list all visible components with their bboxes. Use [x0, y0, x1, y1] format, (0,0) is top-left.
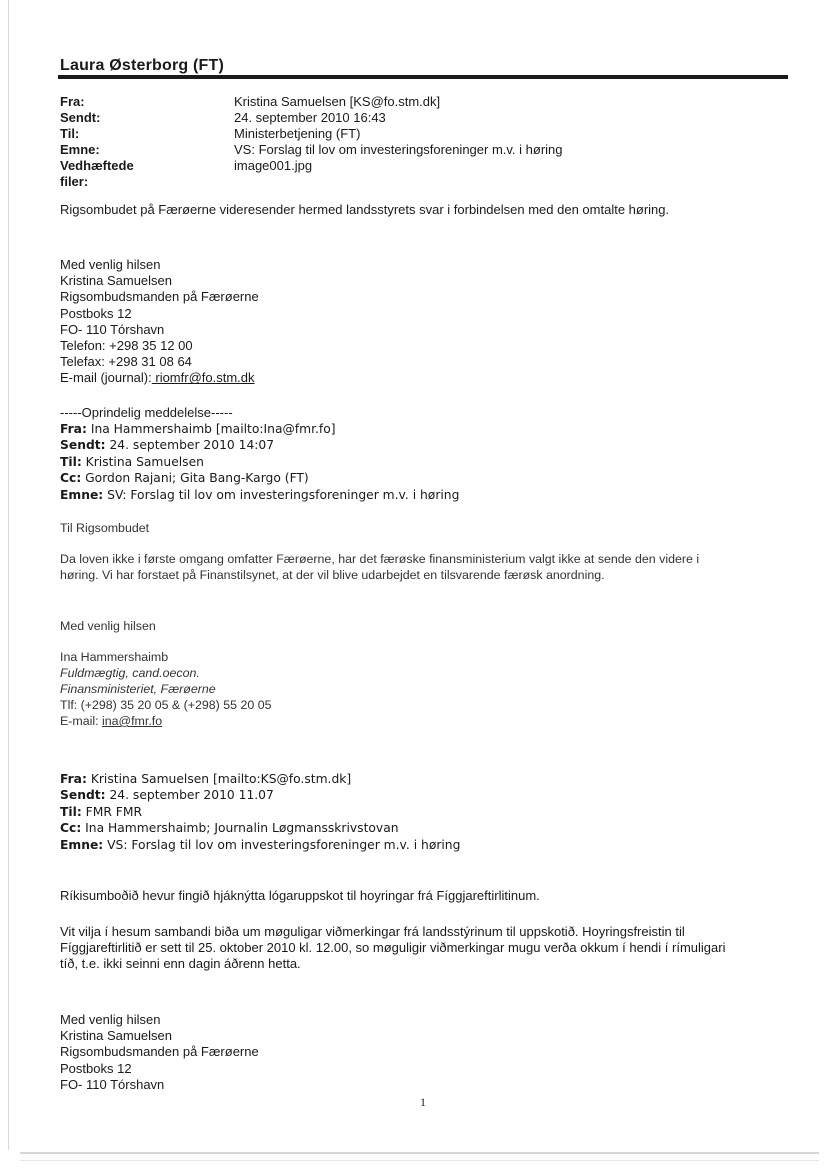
fwd-value: Ina Hammershaimb [mailto:Ina@fmr.fo]	[86, 422, 336, 436]
fwd-label: Cc:	[60, 821, 82, 836]
fwd-value: Ina Hammershaimb; Journalin Løgmansskrivstovan	[81, 821, 399, 836]
intro-paragraph: Rigsombudet på Færøerne videresender hermed landsstyrets svar i forbindelsen med den omtalte høring.	[60, 202, 670, 217]
fwd-label: Til:	[60, 454, 82, 469]
reply-paragraph	[60, 551, 699, 583]
header-label: Vedhæftede filer:	[60, 158, 134, 189]
fwd-label: Cc:	[60, 471, 82, 486]
reply-signature	[60, 649, 271, 729]
header-label: Emne:	[60, 142, 100, 157]
sig-title: Fuldmægtig, cand.oecon.	[60, 666, 200, 680]
header-label: Til:	[60, 126, 80, 141]
fwd-label: Emne:	[60, 837, 104, 852]
header-value: VS: Forslag til lov om investeringsforeninger m.v. i høring	[234, 142, 563, 157]
paragraph-line: høring. Vi har forstaet på Finanstilsynet, at der vil blive udarbejdet en tilsvarende færøsk anordning.	[60, 568, 605, 582]
salutation: Til Rigsombudet	[60, 521, 150, 535]
header-label: Sendt:	[60, 110, 101, 125]
paragraph-line: Vit vilja í hesum sambandi biða um møguligar viðmerkingar frá landsstýrinum til uppskotið. Hoyringsfreistin til	[60, 924, 685, 939]
sig-phone: Tlf: (+298) 35 20 05 & (+298) 55 20 05	[60, 698, 272, 712]
fwd-subject-line	[60, 487, 459, 503]
fwd-label: Fra:	[60, 772, 87, 786]
paragraph-line: tíð, t.e. ikki seinni enn dagin áðrenn hetta.	[60, 956, 301, 972]
sig-org: Finansministeriet, Færøerne	[60, 682, 216, 696]
header-value: 24. september 2010 16:43	[234, 110, 386, 125]
faroese-paragraph-2	[60, 924, 725, 973]
fwd-label: Fra:	[60, 422, 87, 436]
paragraph-line: Fíggjareftirlitið er sett til 25. oktober 2010 kl. 12.00, so møguligir viðmerkingar mugu verða okkum í hendi í rímuligari	[60, 940, 726, 956]
sig-email-label: E-mail (journal):	[60, 370, 152, 386]
sig-fax: Telefax: +298 31 08 64	[60, 354, 192, 370]
fwd-from-line	[60, 421, 459, 437]
sig-name: Ina Hammershaimb	[60, 650, 169, 664]
fwd-value: 24. september 2010 14:07	[105, 438, 275, 453]
fwd-label: Sendt:	[60, 788, 106, 803]
sig-email-line	[60, 713, 271, 729]
faroese-paragraph-1: Ríkisumboðið hevur fingið hjáknýtta lógaruppskot til hoyringar frá Fíggjareftirlitinum.	[60, 888, 540, 903]
sig-phone: Telefon: +298 35 12 00	[60, 338, 193, 354]
sig-greeting: Med venlig hilsen	[60, 257, 161, 272]
sig-greeting: Med venlig hilsen	[60, 1012, 161, 1027]
forwarded-header-2	[60, 771, 460, 853]
header-value: Ministerbetjening (FT)	[234, 126, 361, 141]
fwd-value: Gordon Rajani; Gita Bang-Kargo (FT)	[81, 471, 309, 486]
sig-postbox: Postboks 12	[60, 1060, 132, 1076]
sig-name: Kristina Samuelsen	[60, 1028, 172, 1044]
sig-city: FO- 110 Tórshavn	[60, 1076, 165, 1092]
fwd-value: SV: Forslag til lov om investeringsforeninger m.v. i høring	[103, 487, 460, 502]
fwd-value: Kristina Samuelsen	[81, 454, 204, 469]
reply-greeting: Med venlig hilsen	[60, 619, 156, 633]
sig-postbox: Postboks 12	[60, 305, 132, 321]
header-label: Fra:	[60, 94, 85, 109]
sig-city: FO- 110 Tórshavn	[60, 321, 165, 337]
paragraph-line: Da loven ikke i første omgang omfatter Færøerne, har det færøske finansministerium valgt ikke at sende den videre i	[60, 552, 700, 566]
page-title: Laura Østerborg (FT)	[60, 57, 225, 74]
sig-email-label: E-mail:	[60, 714, 102, 728]
sig-email-link[interactable]: ina@fmr.fo	[102, 714, 163, 728]
fwd-label: Sendt:	[60, 438, 106, 453]
fwd-cc-line	[60, 470, 459, 486]
signature-block	[60, 257, 259, 387]
fwd-value: Kristina Samuelsen [mailto:KS@fo.stm.dk]	[86, 772, 352, 786]
signature-block-2	[60, 1012, 259, 1093]
page-number: 1	[420, 1095, 426, 1109]
sig-email-link[interactable]: riomfr@fo.stm.dk	[151, 370, 255, 386]
fwd-to-line	[60, 804, 460, 820]
scan-edge-line	[8, 0, 9, 1150]
fwd-subject-line	[60, 837, 460, 853]
attachment-filename: image001.jpg	[234, 158, 313, 173]
sig-org: Rigsombudsmanden på Færøerne	[60, 1044, 259, 1060]
title-underline	[58, 75, 788, 79]
page-footer-line-2	[20, 1160, 819, 1161]
fwd-value: 24. september 2010 11.07	[105, 788, 274, 803]
page-footer-line	[20, 1152, 819, 1154]
sig-name: Kristina Samuelsen	[60, 273, 172, 289]
fwd-label: Emne:	[60, 487, 104, 502]
fwd-value: FMR FMR	[81, 804, 143, 819]
fwd-sent-line	[60, 437, 459, 453]
fwd-cc-line	[60, 820, 460, 836]
fwd-from-line	[60, 771, 460, 787]
sig-org: Rigsombudsmanden på Færøerne	[60, 289, 259, 305]
forwarded-header-1	[60, 421, 459, 503]
fwd-label: Til:	[60, 804, 82, 819]
fwd-to-line	[60, 454, 459, 470]
original-message-separator: -----Oprindelig meddelelse-----	[60, 405, 233, 420]
fwd-value: VS: Forslag til lov om investeringsforeninger m.v. i høring	[103, 837, 461, 852]
fwd-sent-line	[60, 787, 460, 803]
sig-email-line	[60, 370, 259, 386]
header-value: Kristina Samuelsen [KS@fo.stm.dk]	[234, 94, 441, 109]
